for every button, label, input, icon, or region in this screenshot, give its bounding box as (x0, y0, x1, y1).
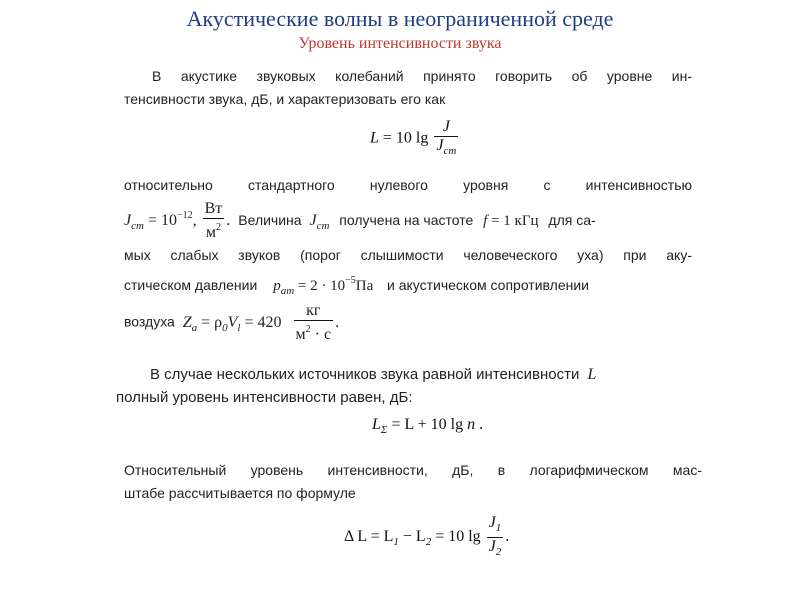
jcm-eq: = 10 (147, 211, 177, 229)
pressure-val: = 2 · 10 (297, 278, 346, 294)
rel-s2: 2 (425, 536, 432, 549)
impedance-sub: a (191, 321, 198, 334)
formula-L-den-sub: cm (443, 145, 457, 157)
rel-num (487, 514, 504, 538)
total-lhs-sub: Σ (380, 424, 388, 436)
impedance-unit-den-base: м (295, 326, 306, 343)
formula-impedance: $Z_a = \rho_0V_l = 420$ $\frac{кг}{м^2 \cdot с}$ . (182, 302, 340, 343)
total-lhs: L (372, 416, 381, 433)
block3-line2: штабе рассчитывается по формуле (124, 485, 356, 501)
total-n: n (467, 416, 476, 433)
rel-den (487, 538, 504, 561)
rel-num-sub: 1 (495, 522, 502, 534)
block2-line1-text: В случае нескольких источников звука равной интенсивности (150, 366, 580, 383)
impedance-eq: = ρ (201, 313, 223, 331)
block1-line6-text1: стическом давлении (124, 277, 258, 293)
block1-line4-text3: для са- (548, 211, 596, 228)
formula-L-lhs: L (370, 129, 379, 147)
block2-line1-sym: L (587, 366, 597, 383)
impedance-val: = 420 (244, 313, 282, 331)
formula-jcm: $J_{cm} = 10^{-12}$, $\frac{Вт}{м^2}$ . (124, 200, 235, 241)
jcm-exp: −12 (176, 209, 193, 221)
impedance-v-sub: l (237, 321, 241, 334)
slide-title: Акустические волны в неограниченной среде (186, 6, 614, 31)
jcm-sub: cm (131, 219, 144, 232)
pressure-unit: Па (355, 278, 374, 294)
block2-line2: полный уровень интенсивности равен, дБ: (116, 389, 413, 406)
total-rhs: = L + 10 lg (391, 416, 464, 433)
pressure-sub: am (280, 285, 295, 297)
impedance-unit-num: кг (294, 302, 334, 321)
impedance-unit-den-exp: 2 (305, 324, 311, 335)
block1-line5: мых слабых звуков (порог слышимости человеческого уха) при аку- (124, 247, 692, 263)
block1-line6-text2: и акустическом сопротивлении (387, 277, 589, 293)
block3-line1: Относительный уровень интенсивности, дБ, в логарифмическом мас- (124, 462, 702, 478)
jcm-ref-sub: cm (316, 219, 330, 232)
pressure-exp: −5 (345, 275, 356, 286)
formula-L-den-sym: J (436, 137, 444, 154)
freq-sym: f (483, 212, 488, 229)
block1-line7-text1: воздуха (124, 313, 175, 330)
block1-line1: В акустике звуковых колебаний принято говорить об уровне ин- (152, 68, 692, 84)
slide-subtitle: Уровень интенсивности звука (298, 35, 502, 52)
block1-line4-text2: получена на частоте (339, 211, 474, 228)
formula-L-eq: = 10 lg (382, 129, 429, 147)
formula-L-num: J (434, 118, 458, 137)
rel-end: . (505, 528, 510, 546)
formula-relative-level (344, 514, 509, 561)
jcm-unit-den-exp: 2 (216, 222, 221, 233)
pressure-sym: p (273, 278, 281, 294)
total-end: . (479, 416, 484, 433)
impedance-sym: Z (182, 313, 192, 331)
impedance-unit-den-tail: · с (310, 326, 332, 343)
rel-den-sub: 2 (495, 546, 502, 558)
jcm-ref-J: J (309, 211, 317, 229)
impedance-v: V (227, 313, 238, 331)
rel-den-sym: J (488, 538, 496, 555)
impedance-rho-sub: 0 (222, 321, 228, 334)
jcm-unit-num: Вт (204, 200, 223, 217)
block1-line3: относительно стандартного нулевого уровня с интенсивностью (124, 177, 692, 193)
block1-line2: тенсивности звука, дБ, и характеризовать его как (124, 91, 446, 107)
rel-s1: 1 (393, 536, 399, 549)
rel-num-sym: J (488, 514, 496, 531)
block1-line4-text1: Величина (238, 211, 302, 228)
jcm-sym: J (124, 211, 132, 229)
rel-delta: Δ L = L (344, 528, 394, 546)
rel-fraction (487, 514, 504, 561)
freq-val: = 1 кГц (491, 212, 539, 229)
rel-eq: = 10 lg (431, 528, 481, 546)
rel-minus: − L (398, 528, 426, 546)
jcm-unit-den-base: м (205, 224, 216, 241)
